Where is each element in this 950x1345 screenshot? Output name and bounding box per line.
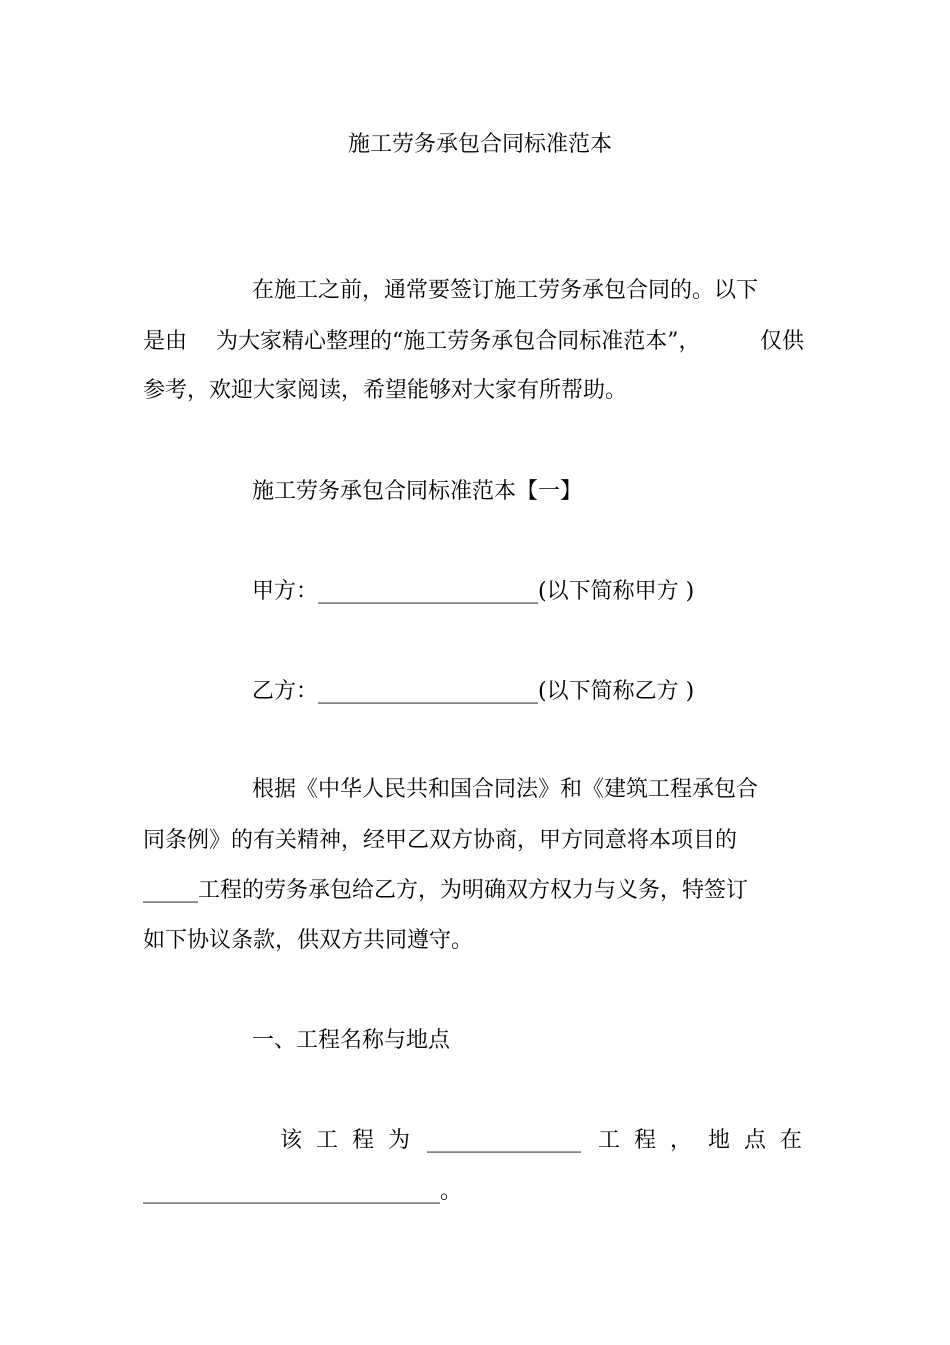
basis-line-1: 根据《中华人民共和国合同法》和《建筑工程承包合 bbox=[252, 777, 759, 802]
intro-line-2-c: 仅供 bbox=[760, 329, 805, 354]
intro-line-1: 在施工之前，通常要签订施工劳务承包合同的。以下 bbox=[252, 278, 759, 303]
clause-1-blank: ______________ bbox=[427, 1128, 581, 1153]
clause-1-part-c: 地点在 bbox=[708, 1128, 817, 1153]
basis-line-4: 如下协议条款，供双方共同遵守。 bbox=[143, 928, 474, 953]
section-heading: 施工劳务承包合同标准范本【一】 bbox=[252, 479, 583, 504]
party-a-line: 甲方：____________________(以下简称甲方 ) bbox=[252, 579, 695, 604]
clause-1-heading: 一、工程名称与地点 bbox=[252, 1028, 451, 1053]
basis-line-3: _____工程的劳务承包给乙方，为明确双方权力与义务，特签订 bbox=[143, 878, 749, 903]
intro-line-3: 参考，欢迎大家阅读，希望能够对大家有所帮助。 bbox=[143, 378, 628, 403]
document-title: 施工劳务承包合同标准范本 bbox=[347, 132, 612, 157]
clause-1-part-b: 工程， bbox=[598, 1128, 707, 1153]
intro-line-2-a: 是由 bbox=[143, 329, 188, 354]
party-b-line: 乙方：____________________(以下简称乙方 ) bbox=[252, 679, 695, 704]
basis-line-2: 同条例》的有关精神，经甲乙双方协商，甲方同意将本项目的 bbox=[143, 828, 738, 853]
clause-1-line-2: ___________________________。 bbox=[143, 1179, 463, 1204]
intro-line-2-b: 为大家精心整理的“施工劳务承包合同标准范本”， bbox=[216, 329, 701, 354]
clause-1-part-a: 该工程为 bbox=[280, 1128, 425, 1153]
